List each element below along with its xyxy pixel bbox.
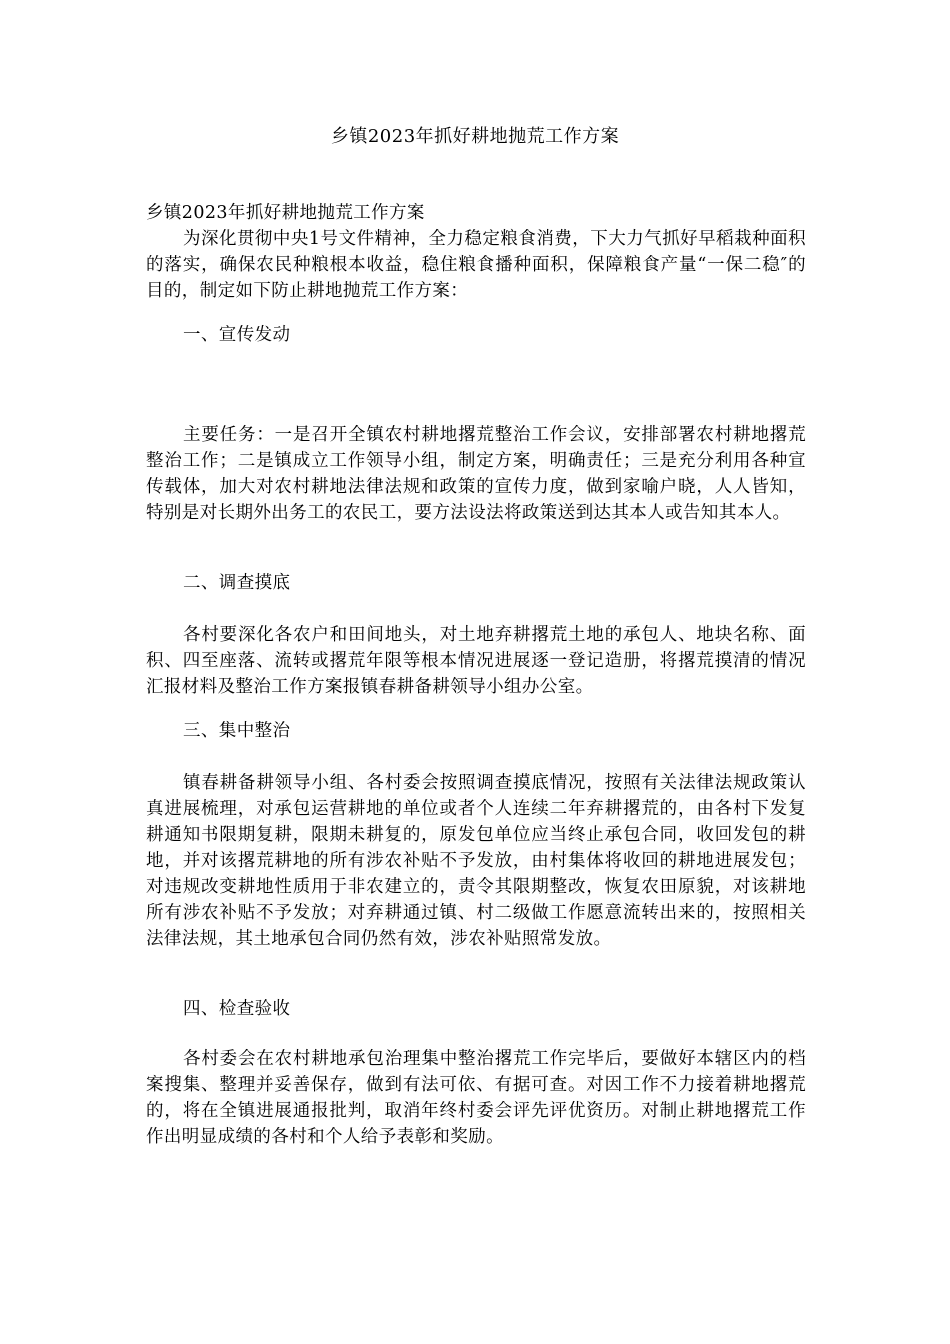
- section-heading-rectification: 三、集中整治: [183, 721, 291, 741]
- section-heading-survey: 二、调查摸底: [183, 573, 291, 593]
- section-body-publicity: 主要任务：一是召开全镇农村耕地撂荒整治工作会议，安排部署农村耕地撂荒整治工作；二是镇成立工作领导小组，制定方案，明确责任；三是充分利用各种宣传载体，加大对农村耕地法律法规和政策的宣传力度，做到家喻户晓，人人皆知，特别是对长期外出务工的农民工，要方法设法将政策送到达其本人或告知其本人。: [146, 425, 806, 523]
- section-heading-publicity: 一、宣传发动: [183, 325, 291, 345]
- section-body-rectification: 镇春耕备耕领导小组、各村委会按照调查摸底情况，按照有关法律法规政策认真进展梳理，对承包运营耕地的单位或者个人连续二年弃耕撂荒的，由各村下发复耕通知书限期复耕，限期未耕复的，原发包单位应当终止承包合同，收回发包的耕地，并对该撂荒耕地的所有涉农补贴不予发放，由村集体将收回的耕地进展发包；对违规改变耕地性质用于非农建立的，责令其限期整改，恢复农田原貌，对该耕地所有涉农补贴不予发放；对弃耕通过镇、村二级做工作愿意流转出来的，按照相关法律法规，其土地承包合同仍然有效，涉农补贴照常发放。: [146, 773, 806, 949]
- intro-paragraph: 为深化贯彻中央1号文件精神，全力稳定粮食消费，下大力气抓好早稻栽种面积的落实，确保农民种粮根本收益，稳住粮食播种面积，保障粮食产量“一保二稳″的目的，制定如下防止耕地抛荒工作方案：: [146, 229, 806, 301]
- section-heading-inspection: 四、检查验收: [183, 999, 291, 1019]
- document-subtitle: 乡镇2023年抓好耕地抛荒工作方案: [146, 203, 425, 223]
- document-title: 乡镇2023年抓好耕地抛荒工作方案: [330, 126, 620, 147]
- section-body-survey: 各村要深化各农户和田间地头，对土地弃耕撂荒土地的承包人、地块名称、面积、四至座落、流转或撂荒年限等根本情况进展逐一登记造册，将撂荒摸清的情况汇报材料及整治工作方案报镇春耕备耕领导小组办公室。: [146, 625, 806, 697]
- section-body-inspection: 各村委会在农村耕地承包治理集中整治撂荒工作完毕后，要做好本辖区内的档案搜集、整理并妥善保存，做到有法可依、有据可查。对因工作不力接着耕地撂荒的，将在全镇进展通报批判，取消年终村委会评先评优资历。对制止耕地撂荒工作作出明显成绩的各村和个人给予表彰和奖励。: [146, 1049, 806, 1147]
